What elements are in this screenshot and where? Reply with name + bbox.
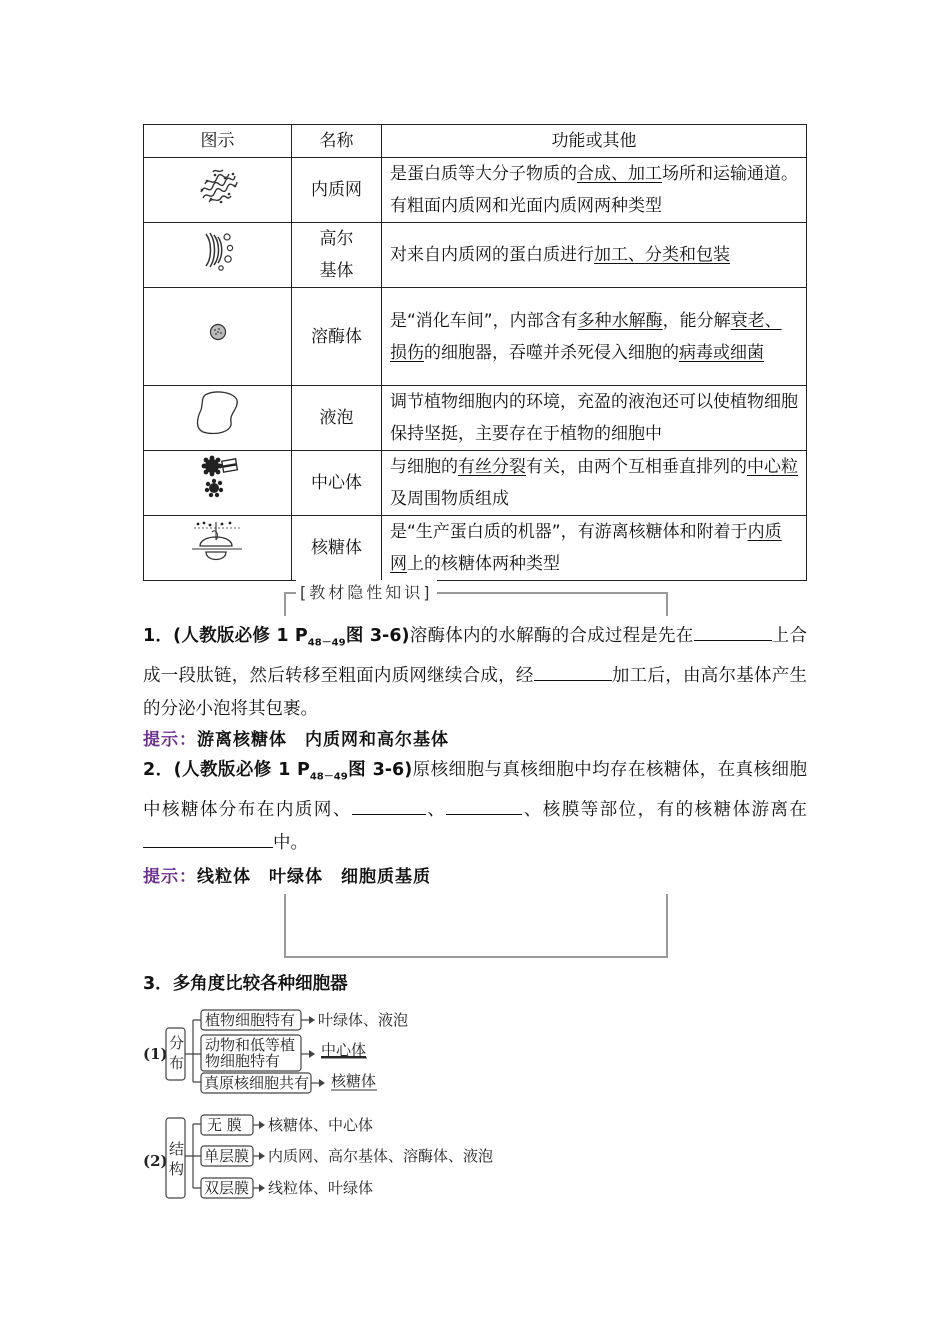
function-text: 是“消化车间”，内部含有 [390,310,578,331]
function-keyword: 病毒或细菌 [679,342,764,363]
header-name: 名称 [292,125,382,158]
q1-blank-2[interactable] [534,662,612,681]
function-keyword: 加工、分类和包装 [594,245,730,265]
q1-number: 1． [143,626,174,646]
distribution-diagram [143,1006,443,1098]
d2-branch-3-label: 双层膜 [204,1179,250,1197]
d1-branch-2-result: 中心体 [321,1041,367,1059]
function-keyword: 多种水解酶 [577,310,663,331]
function-keyword: 衰老、损伤 [390,310,782,363]
vacuole-icon [144,386,292,451]
d2-branch-1-arrowhead [259,1121,265,1129]
organelle-name: 内质网 [292,158,382,223]
d1-root-char-2: 布 [169,1054,185,1072]
q2-text-a: 原核细胞与真核细胞中均存在核糖体，在真核细胞中核糖体分布在内质网、 [143,760,807,820]
function-keyword: 有丝分裂 [458,457,526,477]
function-text: 是蛋白质等大分子物质的 [390,164,577,184]
organelle-function [382,451,807,516]
lysosome-icon [144,288,292,386]
organelle-name: 中心体 [292,451,382,516]
d2-brace [185,1124,201,1188]
d2-root-char-1: 结 [169,1140,185,1158]
d1-root-char-1: 分 [169,1034,185,1052]
d1-branch-2-label-1: 动物和低等植 [205,1036,296,1054]
q1-blank-1[interactable] [694,622,772,641]
organelle-name: 液泡 [292,386,382,451]
d1-index: (1) [143,1045,168,1063]
function-text: 是“生产蛋白质的机器”，有游离核糖体和附着于 [390,522,748,542]
q1-source-b: 图 3-6) [345,626,410,646]
question-3 [143,968,807,1001]
organelle-function [382,288,807,386]
q3-title: 多角度比较各种细胞器 [172,974,348,994]
structure-diagram [143,1112,523,1204]
organelle-name-text: 高尔基体 [319,229,354,281]
q2-source [173,760,413,783]
function-text: 场所和运输通道。有粗面内质网和光面内质网两种类型 [390,164,798,216]
function-text: 对来自内质网的蛋白质进行 [390,245,594,265]
q2-source-b: 图 3-6) [347,760,413,780]
q1-source [173,626,410,649]
function-keyword: 合成、加工 [577,164,662,184]
d1-branch-1-result: 叶绿体、液泡 [318,1011,409,1029]
function-text: 有关，由两个互相垂直排列的 [526,457,747,477]
centrosome-icon [144,451,292,516]
hint-2-label: 提示： [143,867,197,887]
section-frame-bottom [284,894,668,958]
section-title-text: 教材隐性知识 [309,583,424,602]
question-1 [143,620,807,726]
hint-1-label: 提示： [143,730,197,750]
d2-root-box [166,1118,185,1198]
d2-branch-1-label: 无 膜 [207,1116,242,1134]
hint-1 [143,725,449,750]
hint-2-text: 线粒体 叶绿体 细胞质基质 [197,867,431,887]
d2-branch-2-result: 内质网、高尔基体、溶酶体、液泡 [268,1147,494,1165]
q1-source-a: (人教版必修 1 P [173,626,308,646]
header-icon: 图示 [144,125,292,158]
q1-text-c: 加工后，由高尔基体产生的分泌小泡将其包裹。 [143,665,808,719]
q1-source-pages: 48－49 [307,637,346,649]
organelle-function [382,158,807,223]
function-text: ，能分解 [662,310,731,331]
q3-number: 3． [143,974,173,994]
organelle-function [382,223,807,288]
d2-branch-1-result: 核糖体、中心体 [268,1116,374,1134]
q2-source-pages: 48－49 [309,771,348,783]
q2-source-a: (人教版必修 1 P [173,760,310,780]
q2-sep: 、 [425,799,447,820]
header-function: 功能或其他 [382,125,807,158]
table-row [144,451,807,516]
d1-branch-3-result: 核糖体 [331,1072,377,1090]
q1-text-b: 上合成一段肽链，然后转移至粗面内质网继续合成，经 [143,626,808,686]
table-header-row [144,125,807,158]
q2-blank-2[interactable] [446,796,522,815]
function-text: 与细胞的 [390,457,458,477]
function-text: 调节植物细胞内的环境，充盈的液泡还可以使植物细胞保持坚挺，主要存在于植物的细胞中 [390,392,798,444]
table-row [144,288,807,386]
hint-2 [143,862,431,887]
table-row [144,516,807,581]
d2-branch-2-label: 单层膜 [204,1147,250,1165]
d1-brace [185,1020,201,1082]
endoplasmic-reticulum-icon [144,158,292,223]
table-row [144,158,807,223]
d1-branch-2-label-2: 物细胞特有 [205,1052,281,1070]
q2-blank-3[interactable] [143,829,273,848]
organelle-table [143,124,807,581]
function-text: 及周围物质组成 [390,489,509,509]
q2-text-b: 、核膜等部位，有的核糖体游离在 [522,799,808,820]
organelle-name: 溶酶体 [292,288,382,386]
function-text: 上的核糖体两种类型 [407,554,560,574]
function-keyword: 内质网 [390,522,782,574]
question-2 [143,754,807,860]
golgi-apparatus-icon [144,223,292,288]
section-title: [教材隐性知识] [296,580,437,603]
d2-branch-2-arrowhead [259,1152,265,1160]
q2-text-c: 中。 [273,832,308,853]
function-keyword: 中心粒 [747,457,798,477]
ribosome-icon [144,516,292,581]
organelle-function [382,516,807,581]
hint-1-text: 游离核糖体 内质网和高尔基体 [197,730,449,750]
q2-blank-1[interactable] [352,796,426,815]
organelle-name: 核糖体 [292,516,382,581]
organelle-function [382,386,807,451]
d1-branch-1-label: 植物细胞特有 [205,1011,296,1029]
d1-branch-2-arrowhead [309,1050,315,1058]
d2-branch-3-arrowhead [259,1184,265,1192]
q1-text-a: 溶酶体内的水解酶的合成过程是先在 [409,626,694,646]
d2-root-char-2: 构 [169,1160,185,1178]
organelle-name [292,223,382,288]
function-text: 的细胞器，吞噬并杀死侵入细胞的 [424,342,679,363]
table-row [144,223,807,288]
d1-branch-1-arrowhead [309,1016,315,1024]
d2-branch-3-result: 线粒体、叶绿体 [268,1179,374,1197]
q2-number: 2． [143,760,174,780]
d1-branch-3-arrowhead [319,1079,325,1087]
table-row [144,386,807,451]
d2-index: (2) [143,1152,168,1170]
d1-branch-3-label: 真原核细胞共有 [204,1074,310,1092]
